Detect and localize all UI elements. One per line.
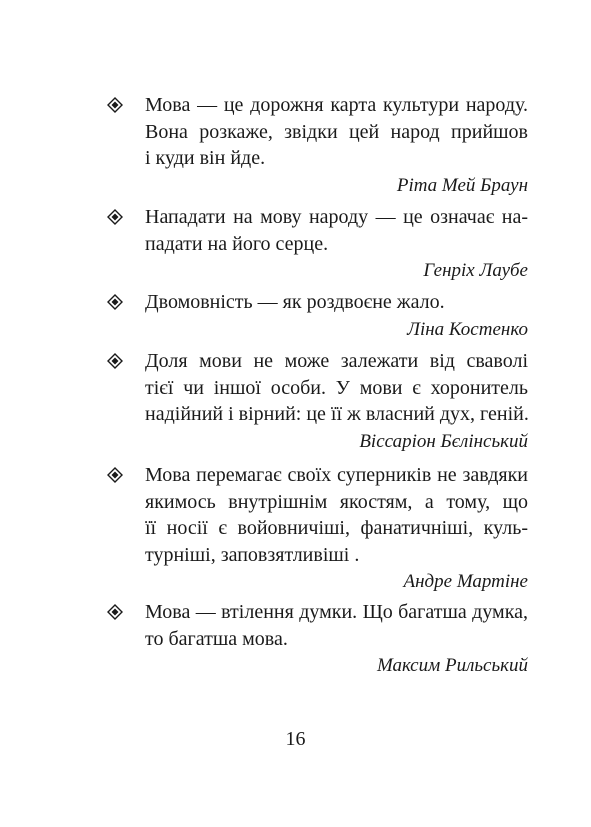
- quote-5: [107, 462, 528, 595]
- quote-text: [145, 204, 528, 257]
- diamond-bullet-icon: [107, 97, 123, 113]
- quote-author: Андре Мартіне: [403, 571, 528, 592]
- quote-line: то багатша мова.: [145, 627, 288, 650]
- quote-line: надійний і вірний: це її ж власний дух, геній.: [145, 403, 529, 425]
- quote-text: [145, 599, 528, 652]
- quote-4: [107, 348, 528, 455]
- quote-6: [107, 599, 528, 679]
- quote-line: її носії є войовничіші, фанатичніші, куль-: [145, 517, 528, 539]
- quote-text: [145, 92, 528, 172]
- quote-line: Мова перемагає своїх суперників не завдяки: [145, 464, 528, 486]
- diamond-bullet-icon: [107, 294, 123, 310]
- quote-line: якимось внутрішнім якостям, а тому, що: [145, 490, 528, 513]
- quote-3: [107, 289, 528, 343]
- quote-1: [107, 92, 528, 199]
- quote-line: турніші, заповзятливіші .: [145, 543, 360, 566]
- quote-line: і куди він йде.: [145, 147, 266, 169]
- quote-author: Ріта Мей Браун: [396, 174, 528, 196]
- quote-line: падати на його серце.: [145, 232, 329, 255]
- diamond-bullet-icon: [107, 209, 123, 225]
- quote-line: Нападати на мову народу — це означає на-: [145, 206, 528, 228]
- quote-text: [145, 462, 528, 568]
- quote-line: Двомовність — як роздвоєне жало.: [145, 291, 445, 313]
- quote-line: Вона розкаже, звідки цей народ прийшов: [145, 120, 528, 143]
- quote-line: Мова — це дорожня карта культури народу.: [145, 94, 528, 116]
- diamond-bullet-icon: [107, 353, 123, 369]
- quote-text: [145, 289, 528, 316]
- quote-line: Доля мови не може залежати від сваволі: [145, 350, 528, 372]
- quote-author: Генріх Лаубе: [423, 260, 528, 281]
- quote-text: [145, 348, 528, 428]
- diamond-bullet-icon: [107, 467, 123, 483]
- quote-author: Віссаріон Бєлінський: [359, 430, 528, 452]
- quote-line: тієї чи іншої особи. У мови є хоронитель: [145, 376, 528, 399]
- quote-author: Максим Рильський: [376, 655, 528, 676]
- quote-line: Мова — втілення думки. Що багатша думка,: [145, 601, 528, 623]
- quote-author: Ліна Костенко: [407, 318, 528, 340]
- diamond-bullet-icon: [107, 604, 123, 620]
- page-number: 16: [285, 728, 306, 750]
- quote-2: [107, 204, 528, 284]
